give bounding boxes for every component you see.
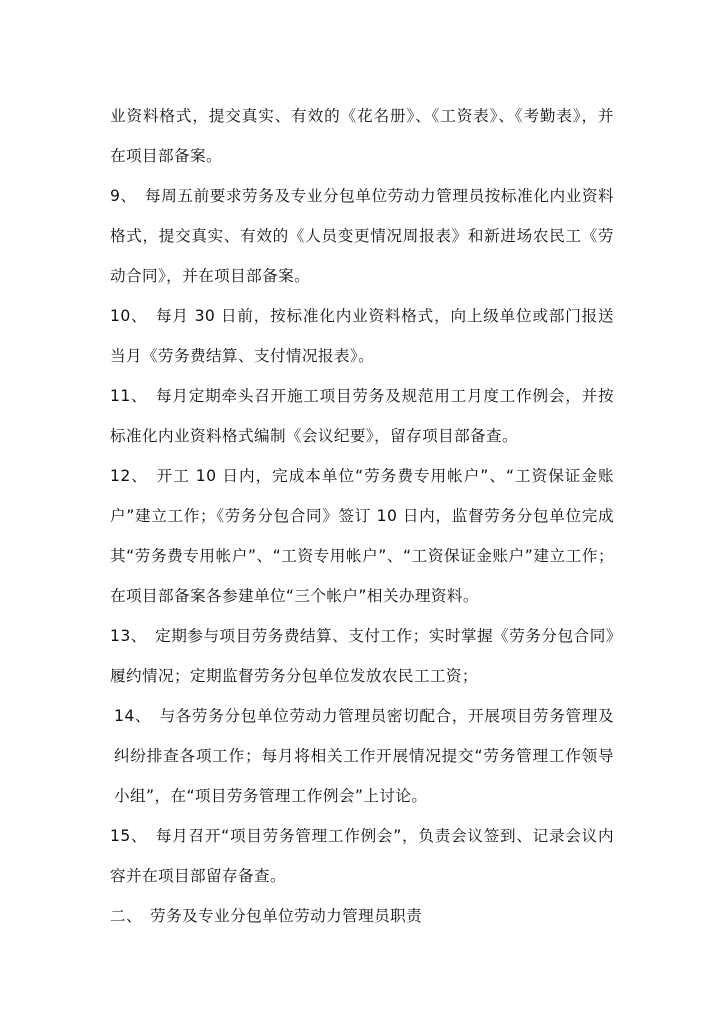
paragraph-item-9: 9、 每周五前要求劳务及专业分包单位劳动力管理员按标准化内业资料格式，提交真实、有效的《人员变更情况周报表》和新进场农民工《劳动合同》，并在项目部备案。 [110,187,614,285]
paragraph-item-12: 12、 开工 10 日内，完成本单位“劳务费专用帐户”、“工资保证金账户”建立工作；《劳务分包合同》签订 10 日内，监督劳务分包单位完成其“劳务费专用帐户”、“工资专用帐户”、“工资保证金账户”建立工作；在项目部备案各参建单位“三个帐户”相关办理资料。 [110,467,614,605]
document-body [110,96,614,936]
section-heading-2: 二、 劳务及专业分包单位劳动力管理员职责 [110,907,423,925]
paragraph-8-continuation: 业资料格式，提交真实、有效的《花名册》、《工资表》、《考勤表》，并在项目部备案。 [110,107,614,165]
paragraph-item-15: 15、 每月召开“项目劳务管理工作例会”，负责会议签到、记录会议内容并在项目部留存备查。 [110,827,614,885]
paragraph-item-13: 13、 定期参与项目劳务费结算、支付工作；实时掌握《劳务分包合同》履约情况；定期监督劳务分包单位发放农民工工资； [110,627,614,685]
paragraph-item-10: 10、 每月 30 日前，按标准化内业资料格式，向上级单位或部门报送当月《劳务费结算、支付情况报表》。 [110,307,614,365]
paragraph-item-11: 11、 每月定期牵头召开施工项目劳务及规范用工月度工作例会，并按标准化内业资料格式编制《会议纪要》，留存项目部备查。 [110,387,614,445]
paragraph-item-14: 14、 与各劳务分包单位劳动力管理员密切配合，开展项目劳务管理及纠纷排查各项工作；每月将相关工作开展情况提交“劳务管理工作领导小组”，在“项目劳务管理工作例会”上讨论。 [114,707,614,805]
